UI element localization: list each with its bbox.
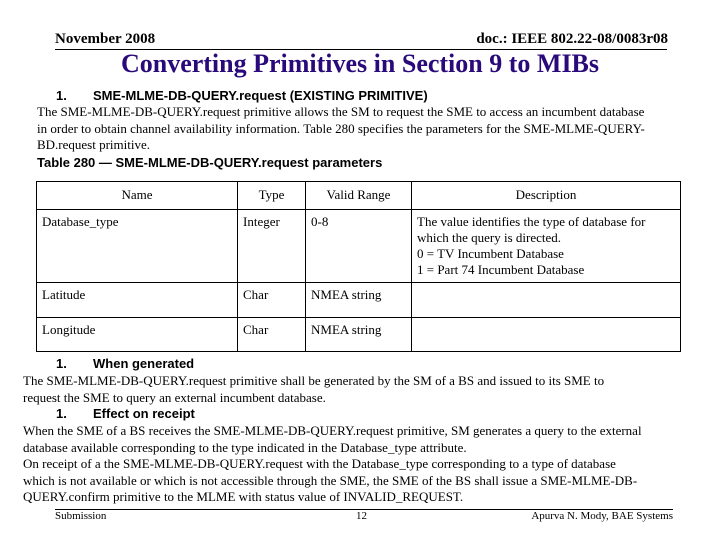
section2-line: The SME-MLME-DB-QUERY.request primitive shall be generated by the SM of a BS and issued to its SME to xyxy=(23,373,605,388)
header-date: November 2008 xyxy=(55,31,156,47)
section1-body xyxy=(37,104,645,154)
section2-title: When generated xyxy=(93,356,195,371)
cell-name: Latitude xyxy=(37,283,238,318)
section2-body xyxy=(23,373,604,406)
footer-page-number: 12 xyxy=(356,510,367,522)
cell-type: Char xyxy=(238,283,306,318)
section1-line: The SME-MLME-DB-QUERY.request primitive allows the SM to request the SME to access an incumbent database xyxy=(37,104,645,119)
section1-number: 1. xyxy=(56,88,67,103)
section3-line: which is not available or which is not accessible through the SME, the SME of the BS shall issue a SME-MLME-DB- xyxy=(23,472,638,488)
header-doc-id: doc.: IEEE 802.22-08/0083r08 xyxy=(476,31,668,47)
section3-line: QUERY.confirm primitive to the MLME with status value of INVALID_REQUEST. xyxy=(23,489,464,504)
cell-description xyxy=(412,210,681,283)
section1-title: SME-MLME-DB-QUERY.request (EXISTING PRIMITIVE) xyxy=(93,88,428,103)
cell-range: NMEA string xyxy=(306,283,412,318)
table-header-row xyxy=(37,182,681,210)
section3-number: 1. xyxy=(56,406,67,421)
section1-heading xyxy=(56,88,428,103)
section2-line: request the SME to query an external incumbent database. xyxy=(23,389,326,405)
description-line: 0 = TV Incumbent Database xyxy=(417,246,564,261)
cell-name: Database_type xyxy=(37,210,238,283)
section3-line: On receipt of a the SME-MLME-DB-QUERY.request with the Database_type corresponding to a type of database xyxy=(23,456,616,471)
description-line: The value identifies the type of database for xyxy=(417,214,646,229)
section3-body xyxy=(23,423,642,506)
section3-line: When the SME of a BS receives the SME-MLME-DB-QUERY.request primitive, SM generates a query to the external xyxy=(23,423,642,438)
cell-range: 0-8 xyxy=(306,210,412,283)
cell-description xyxy=(412,283,681,318)
section2-number: 1. xyxy=(56,356,67,371)
description-line: which the query is directed. xyxy=(417,230,562,245)
section3-title: Effect on receipt xyxy=(93,406,195,421)
section1-line: in order to obtain channel availability information. Table 280 specifies the parameters for the SME-MLME-QUERY- xyxy=(37,120,645,136)
section3-line: database available corresponding to the type indicated in the Database_type attribute. xyxy=(23,439,467,455)
table-row xyxy=(37,283,681,318)
table-row xyxy=(37,210,681,283)
header-valid-range: Valid Range xyxy=(306,182,412,210)
header-type: Type xyxy=(238,182,306,210)
cell-range: NMEA string xyxy=(306,318,412,352)
header-name: Name xyxy=(37,182,238,210)
section3-heading xyxy=(56,406,195,421)
parameters-table xyxy=(36,181,681,352)
cell-type: Integer xyxy=(238,210,306,283)
footer-author: Apurva N. Mody, BAE Systems xyxy=(531,510,673,522)
cell-type: Char xyxy=(238,318,306,352)
slide-title: Converting Primitives in Section 9 to MIBs xyxy=(120,49,600,78)
header-description: Description xyxy=(412,182,681,210)
section2-heading xyxy=(56,356,194,371)
footer-submission: Submission xyxy=(55,510,107,522)
description-line: 1 = Part 74 Incumbent Database xyxy=(417,262,585,277)
table-row xyxy=(37,318,681,352)
section1-line: BD.request primitive. xyxy=(37,137,151,152)
cell-name: Longitude xyxy=(37,318,238,352)
table-caption: Table 280 — SME-MLME-DB-QUERY.request parameters xyxy=(37,155,383,170)
cell-description xyxy=(412,318,681,352)
